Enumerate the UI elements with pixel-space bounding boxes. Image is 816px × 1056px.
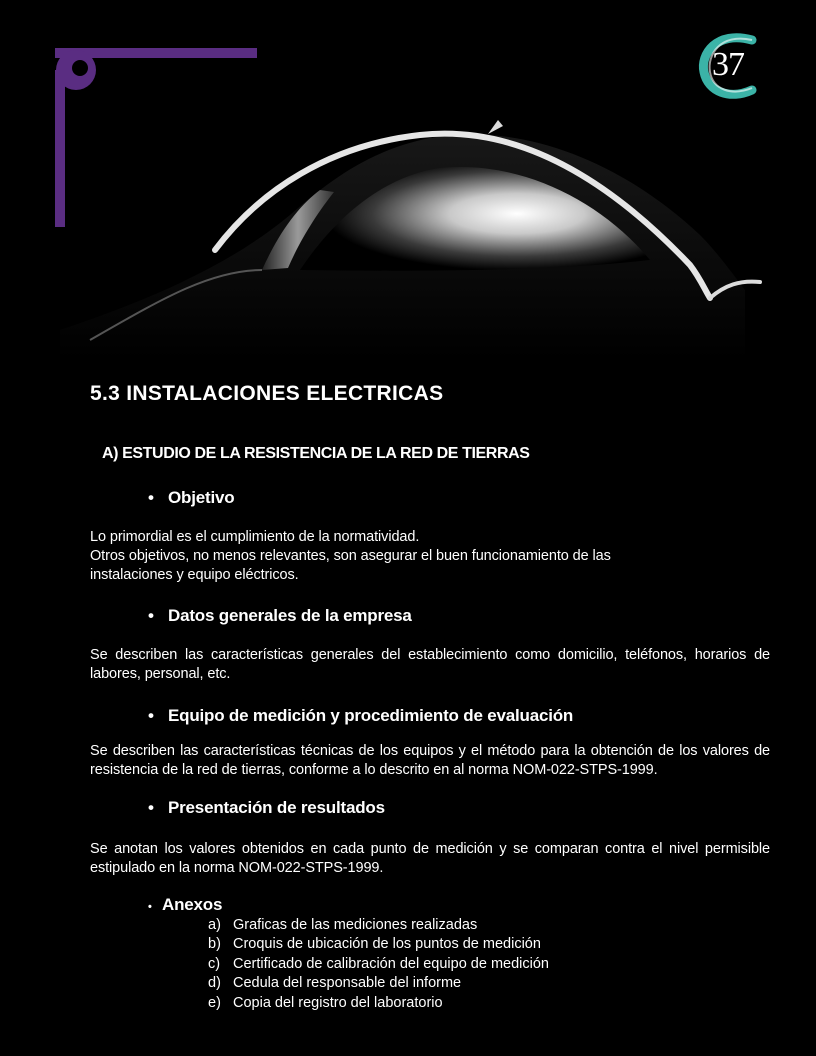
list-item-label: d) — [208, 975, 221, 992]
subsection-title: A) ESTUDIO DE LA RESISTENCIA DE LA RED DE TIERRAS — [102, 445, 530, 462]
list-item-label: e) — [208, 994, 221, 1011]
annex-list — [208, 916, 549, 1013]
bullet-heading-datos — [148, 606, 412, 626]
list-item-label: a) — [208, 917, 221, 933]
heading-objetivo: Objetivo — [168, 488, 235, 507]
list-item-text: Certificado de calibración del equipo de medición — [233, 955, 549, 972]
list-item — [208, 916, 549, 935]
paragraph-datos: Se describen las características generales del establecimiento como domicilio, teléfonos, horarios de labores, personal, etc. — [90, 647, 770, 682]
list-item-text: Croquis de ubicación de los puntos de medición — [233, 936, 541, 953]
bullet-heading-equipo — [148, 706, 573, 726]
bullet-heading-resultados — [148, 798, 385, 818]
list-item — [208, 994, 549, 1013]
heading-datos: Datos generales de la empresa — [168, 606, 412, 625]
paragraph-resultados: Se anotan los valores obtenidos en cada punto de medición y se comparan contra el nivel permisible estipulado en la norma NOM-022-STPS-1999. — [90, 841, 770, 876]
paragraph-equipo: Se describen las características técnicas de los equipos y el método para la obtención de los valores de resistencia de la red de tierras, conforme a lo descrito en al norma NOM-022-STPS-1999. — [90, 743, 770, 778]
list-item-text: Copia del registro del laboratorio — [233, 994, 443, 1011]
bullet-icon: • — [148, 606, 154, 625]
list-item-text: Graficas de las mediciones realizadas — [233, 917, 478, 933]
paragraph-objetivo — [90, 528, 690, 585]
purple-frame-ornament — [55, 48, 257, 227]
bullet-icon: • — [148, 798, 154, 817]
heading-resultados: Presentación de resultados — [168, 798, 385, 817]
objetivo-line-2: Otros objetivos, no menos relevantes, son asegurar el buen funcionamiento de las instalaciones y equipo eléctricos. — [90, 548, 611, 583]
bullet-heading-anexos — [148, 895, 222, 915]
list-item — [208, 935, 549, 954]
list-item — [208, 955, 549, 974]
bullet-icon: • — [148, 901, 152, 913]
bullet-heading-objetivo — [148, 488, 234, 508]
heading-equipo: Equipo de medición y procedimiento de evaluación — [168, 706, 574, 725]
section-title: 5.3 INSTALACIONES ELECTRICAS — [90, 382, 444, 405]
list-item-label: c) — [208, 955, 221, 972]
bullet-icon: • — [148, 488, 154, 507]
list-item-text: Cedula del responsable del informe — [233, 975, 462, 992]
list-item-label: b) — [208, 936, 221, 953]
car-silhouette — [60, 120, 760, 360]
list-item — [208, 974, 549, 993]
objetivo-line-1: Lo primordial es el cumplimiento de la normatividad. — [90, 529, 420, 545]
bullet-icon: • — [148, 706, 154, 725]
page-number: 37 — [712, 46, 744, 83]
heading-anexos: Anexos — [162, 895, 223, 914]
